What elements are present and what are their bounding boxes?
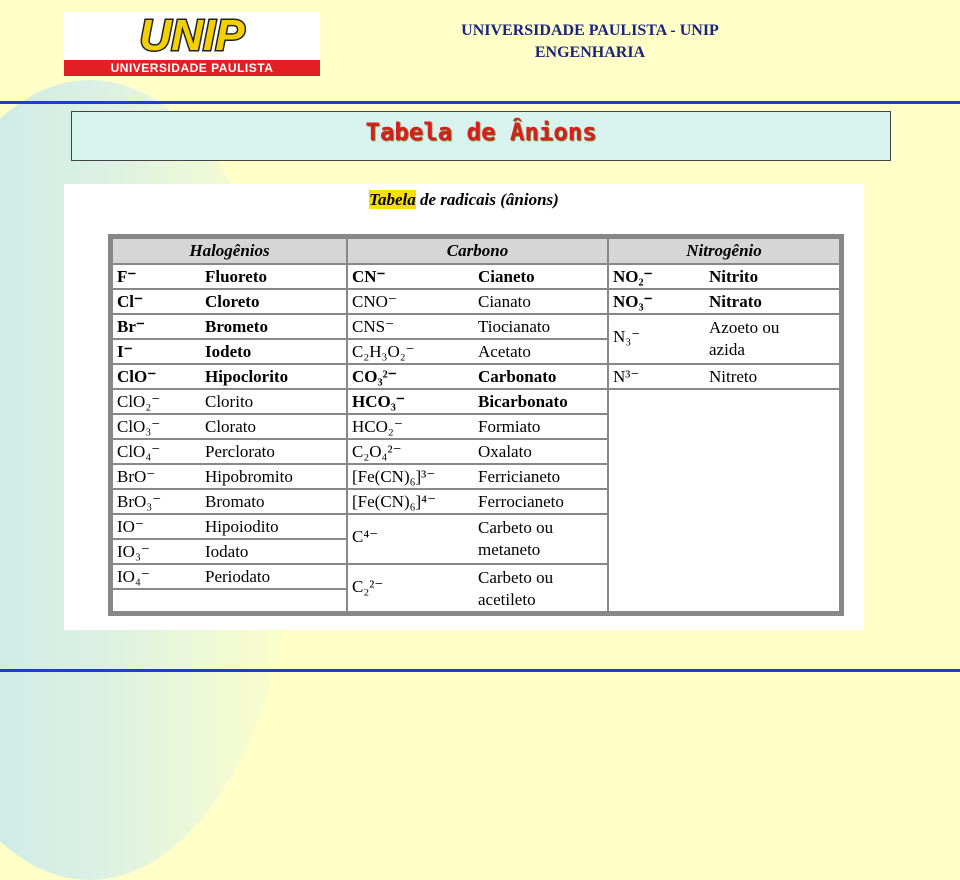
anion-name: Nitrito <box>709 267 759 286</box>
carbono-row <box>347 364 608 389</box>
anion-symbol: ClO⁻ <box>117 367 157 386</box>
carbono-row <box>347 389 608 414</box>
halogenios-row <box>112 439 347 464</box>
anion-name: Cloreto <box>205 292 260 311</box>
anion-symbol: BrO₃⁻ <box>117 492 162 511</box>
anion-symbol: HCO₃⁻ <box>352 392 405 411</box>
anion-name: Brometo <box>205 317 268 336</box>
anion-name: Fluoreto <box>205 267 268 286</box>
carbono-row <box>347 514 608 564</box>
anion-name: Oxalato <box>478 442 532 461</box>
anion-symbol: I⁻ <box>117 342 133 361</box>
carbono-row <box>347 414 608 439</box>
halogenios-row <box>112 264 347 289</box>
carbono-row <box>347 264 608 289</box>
slide-title-box <box>71 111 891 161</box>
anion-name: Carbeto ou acetileto <box>478 568 554 609</box>
anion-symbol: N₃⁻ <box>613 327 641 346</box>
unip-logo-word <box>64 12 320 58</box>
anion-name: Iodeto <box>205 342 252 361</box>
halogenios-row <box>112 364 347 389</box>
anion-symbol: Br⁻ <box>117 317 145 336</box>
carbono-row <box>347 464 608 489</box>
anion-symbol: [Fe(CN)₆]⁴⁻ <box>352 492 437 511</box>
anion-name: Carbeto ou metaneto <box>478 518 554 559</box>
logo-band: UNIVERSIDADE PAULISTA <box>64 60 320 76</box>
anion-name: Hipobromito <box>205 467 293 486</box>
anion-name: Nitrato <box>709 292 762 311</box>
halogenios-row <box>112 564 347 589</box>
anion-name: Perclorato <box>205 442 275 461</box>
anion-symbol: BrO⁻ <box>117 467 156 486</box>
anion-symbol: [Fe(CN)₆]³⁻ <box>352 467 436 486</box>
anion-symbol: HCO₂⁻ <box>352 417 403 436</box>
anion-name: Tiocianato <box>478 317 551 336</box>
anion-name: Ferrocianeto <box>478 492 564 511</box>
nitrogenio-row <box>608 314 840 364</box>
halogenios-row <box>112 539 347 564</box>
halogenios-row <box>112 489 347 514</box>
institution-header <box>400 20 780 64</box>
anion-name: Ferricianeto <box>478 467 561 486</box>
anion-name: Hipoiodito <box>205 517 279 536</box>
column-header-halogenios: Halogênios <box>112 238 347 264</box>
anion-symbol: NO₂⁻ <box>613 267 653 286</box>
anion-symbol: ClO₂⁻ <box>117 392 161 411</box>
anion-table <box>108 234 844 616</box>
anion-name: Hipoclorito <box>205 367 289 386</box>
nitrogenio-row <box>608 289 840 314</box>
anion-symbol: CNS⁻ <box>352 317 395 336</box>
anion-name: Periodato <box>205 567 271 586</box>
anion-name: Formiato <box>478 417 541 436</box>
nitrogenio-row <box>608 364 840 389</box>
carbono-row <box>347 439 608 464</box>
anion-symbol: C₂²⁻ <box>352 577 384 596</box>
bottom-rule <box>0 669 960 672</box>
halogenios-row <box>112 464 347 489</box>
anion-name: Nitreto <box>709 367 758 386</box>
panel-title-highlight: Tabela <box>369 190 416 209</box>
anion-name: Bromato <box>205 492 265 511</box>
anion-symbol: Cl⁻ <box>117 292 143 311</box>
anion-symbol: IO₃⁻ <box>117 542 150 561</box>
anion-name: Carbonato <box>478 367 557 386</box>
anion-symbol: C₂O₄²⁻ <box>352 442 402 461</box>
halogenios-row <box>112 514 347 539</box>
carbono-row <box>347 314 608 339</box>
halogenios-row <box>112 314 347 339</box>
anion-symbol: C⁴⁻ <box>352 527 379 546</box>
course-name: ENGENHARIA <box>534 44 646 61</box>
anion-symbol: NO₃⁻ <box>613 292 653 311</box>
anion-name: Acetato <box>478 342 531 361</box>
halogenios-row <box>112 414 347 439</box>
anion-name: Clorito <box>205 392 254 411</box>
anion-symbol: F⁻ <box>117 267 137 286</box>
anion-symbol: ClO₃⁻ <box>117 417 161 436</box>
anion-symbol: ClO₄⁻ <box>117 442 161 461</box>
halogenios-row <box>112 339 347 364</box>
anion-symbol: IO⁻ <box>117 517 144 536</box>
panel-title-rest: de radicais (ânions) <box>415 190 559 209</box>
anion-name: Cianato <box>478 292 531 311</box>
anion-symbol: IO₄⁻ <box>117 567 150 586</box>
carbono-row <box>347 564 608 612</box>
halogenios-row <box>112 389 347 414</box>
anion-name: Azoeto ou azida <box>709 318 780 359</box>
anion-symbol: C₂H₃O₂⁻ <box>352 342 415 361</box>
logo-word-text: UNIP <box>139 12 245 58</box>
carbono-row <box>347 289 608 314</box>
top-rule <box>0 101 960 104</box>
anion-symbol: N³⁻ <box>613 367 640 386</box>
anion-name: Cianeto <box>478 267 535 286</box>
nitrogenio-row <box>608 264 840 289</box>
anion-name: Bicarbonato <box>478 392 568 411</box>
column-header-carbono: Carbono <box>347 238 608 264</box>
panel-title <box>64 190 864 210</box>
anion-table-image <box>64 184 864 630</box>
carbono-row <box>347 489 608 514</box>
anion-name: Iodato <box>205 542 249 561</box>
slide-title: Tabela de Ânions <box>365 118 597 146</box>
carbono-row <box>347 339 608 364</box>
empty-cell <box>112 589 347 612</box>
halogenios-row <box>112 289 347 314</box>
anion-name: Clorato <box>205 417 256 436</box>
anion-symbol: CNO⁻ <box>352 292 397 311</box>
anion-symbol: CN⁻ <box>352 267 386 286</box>
column-header-nitrogenio: Nitrogênio <box>608 238 840 264</box>
unip-logo <box>64 12 320 76</box>
empty-cell <box>608 389 840 612</box>
institution-name: UNIVERSIDADE PAULISTA - UNIP <box>461 22 719 39</box>
anion-symbol: CO₃²⁻ <box>352 367 397 386</box>
